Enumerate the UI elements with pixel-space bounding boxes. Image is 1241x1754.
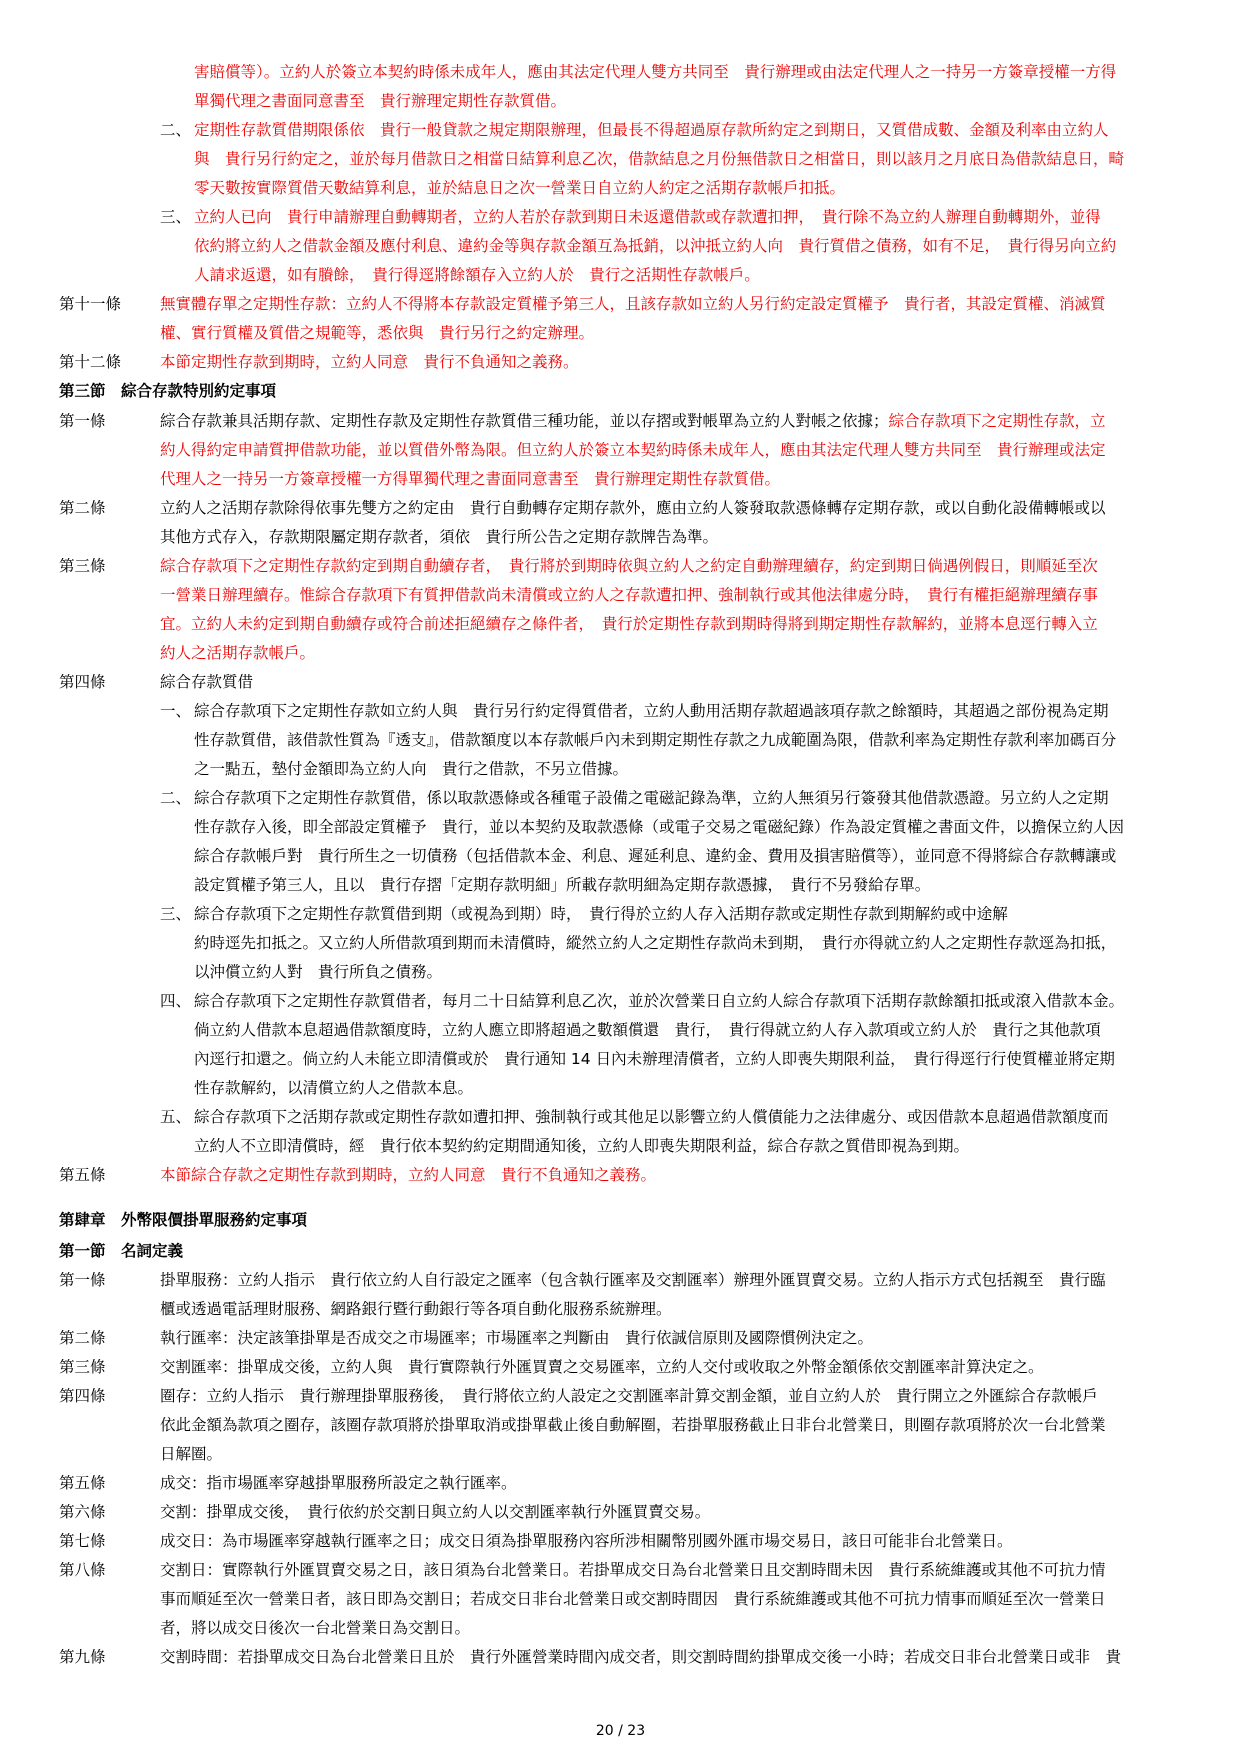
article-4-item-line: 性存款解約，以清償立約人之借款本息。 bbox=[194, 1079, 474, 1097]
definition-line: 交割日：實際執行外匯買賣交易之日，該日須為台北營業日。若掛單成交日為台北營業日且交割時間未因 貴行系統維護或其他不可抗力情 bbox=[160, 1561, 1106, 1579]
item2-line: 定期性存款質借期限係依 貴行一般貸款之規定期限辦理，但最長不得超過原存款所約定之到期日，又質借成數、金額及利率由立約人 bbox=[194, 121, 1109, 139]
article-4-item-line: 內逕行扣還之。倘立約人未能立即清償或於 貴行通知 14 日內未辦理清償者，立約人即喪失期限利益， 貴行得逕行行使質權並將定期 bbox=[194, 1050, 1115, 1068]
item2-line: 零天數按實際質借天數結算利息，並於結息日之次一營業日自立約人約定之活期存款帳戶扣抵。 bbox=[194, 179, 846, 197]
article-4-item-line: 之一點五，墊付金額即為立約人向 貴行之借款，不另立借據。 bbox=[194, 760, 629, 778]
article-label: 第二條 bbox=[59, 499, 106, 517]
article-12-text: 本節定期性存款到期時，立約人同意 貴行不負通知之義務。 bbox=[160, 353, 579, 371]
article-label: 第四條 bbox=[59, 673, 106, 691]
article-4-item-line: 綜合存款項下之定期性存款如立約人與 貴行另行約定得質借者，立約人動用活期存款超過該項存款之餘額時，其超過之部份視為定期 bbox=[194, 702, 1109, 720]
article-4-item-line: 性存款質借，該借款性質為『透支』，借款額度以本存款帳戶內未到期定期性存款之九成範圍為限，借款利率為定期性存款利率加碼百分 bbox=[194, 731, 1117, 749]
article-2-line: 其他方式存入，存款期限屬定期存款者，須依 貴行所公告之定期存款牌告為準。 bbox=[160, 528, 719, 546]
chapter-heading: 第肆章 外幣限價掛單服務約定事項 bbox=[59, 1211, 308, 1229]
article-4-item-line: 立約人不立即清償時，經 貴行依本契約約定期間通知後，立約人即喪失期限利益，綜合存款之質借即視為到期。 bbox=[194, 1137, 970, 1155]
list-number: 三、 bbox=[160, 208, 192, 226]
definition-line: 依此金額為款項之圈存，該圈存款項將於掛單取消或掛單截止後自動解圈，若掛單服務截止日非台北營業日，則圈存款項將於次一台北營業 bbox=[160, 1416, 1106, 1434]
list-number: 三、 bbox=[160, 905, 192, 923]
item3-line: 人請求返還，如有賸餘， 貴行得逕將餘額存入立約人於 貴行之活期性存款帳戶。 bbox=[194, 266, 760, 284]
article-label: 第二條 bbox=[59, 1329, 106, 1347]
article-3-line: 宜。立約人未約定到期自動續存或符合前述拒絕續存之條件者， 貴行於定期性存款到期時得將到期定期性存款解約，並將本息逕行轉入立 bbox=[160, 615, 1098, 633]
article-1-line bbox=[160, 410, 1106, 432]
list-number: 四、 bbox=[160, 992, 192, 1010]
article-4-item-line: 性存款存入後，即全部設定質權予 貴行，並以本契約及取款憑條（或電子交易之電磁紀錄）作為設定質權之書面文件，以擔保立約人因 bbox=[194, 818, 1125, 836]
article-label: 第七條 bbox=[59, 1532, 106, 1550]
definition-line: 櫃或透過電話理財服務、網路銀行暨行動銀行等各項自動化服務系統辦理。 bbox=[160, 1300, 672, 1318]
article-4-item-line: 綜合存款項下之定期性存款質借，係以取款憑條或各種電子設備之電磁記錄為準，立約人無須另行簽發其他借款憑證。另立約人之定期 bbox=[194, 789, 1109, 807]
article-label: 第一條 bbox=[59, 1271, 106, 1289]
article-label: 第九條 bbox=[59, 1648, 106, 1666]
article-4-item-line: 綜合存款項下之定期性存款質借到期（或視為到期）時， 貴行得於立約人存入活期存款或定期性存款到期解約或中途解 bbox=[194, 905, 1008, 923]
article-label: 第三條 bbox=[59, 557, 106, 575]
definition-line: 事而順延至次一營業日者，該日即為交割日；若成交日非台北營業日或交割時間因 貴行系統維護或其他不可抗力情事而順延至次一營業日 bbox=[160, 1590, 1106, 1608]
article-3-line: 約人之活期存款帳戶。 bbox=[160, 644, 316, 662]
definition-line: 日解圈。 bbox=[160, 1445, 223, 1463]
definition-line: 成交日：為市場匯率穿越執行匯率之日；成交日須為掛單服務內容所涉相關幣別國外匯市場交易日，該日可能非台北營業日。 bbox=[160, 1532, 1013, 1550]
article-label: 第五條 bbox=[59, 1474, 106, 1492]
definition-line: 交割匯率：掛單成交後，立約人與 貴行實際執行外匯買賣之交易匯率，立約人交付或收取之外幣金額係依交割匯率計算決定之。 bbox=[160, 1358, 1044, 1376]
item3-line: 依約將立約人之借款金額及應付利息、違約金等與存款金額互為抵銷，以沖抵立約人向 貴行質借之債務，如有不足， 貴行得另向立約 bbox=[194, 237, 1117, 255]
article-1-line: 代理人之一持另一方簽章授權一方得單獨代理之書面同意書至 貴行辦理定期性存款質借。 bbox=[160, 470, 781, 488]
list-number: 二、 bbox=[160, 789, 192, 807]
list-number: 五、 bbox=[160, 1108, 192, 1126]
list-number: 一、 bbox=[160, 702, 192, 720]
definition-line: 圈存：立約人指示 貴行辦理掛單服務後， 貴行將依立約人設定之交割匯率計算交割金額，並自立約人於 貴行開立之外匯綜合存款帳戶 bbox=[160, 1387, 1098, 1405]
article-label: 第十二條 bbox=[59, 353, 122, 371]
article-5-text: 本節綜合存款之定期性存款到期時，立約人同意 貴行不負通知之義務。 bbox=[160, 1166, 657, 1184]
item2-line: 與 貴行另行約定之，並於每月借款日之相當日結算利息乙次，借款結息之月份無借款日之相當日，則以該月之月底日為借款結息日，畸 bbox=[194, 150, 1125, 168]
definition-line: 掛單服務：立約人指示 貴行依立約人自行設定之匯率（包含執行匯率及交割匯率）辦理外匯買賣交易。立約人指示方式包括親至 貴行臨 bbox=[160, 1271, 1106, 1289]
article-label: 第六條 bbox=[59, 1503, 106, 1521]
list-number: 二、 bbox=[160, 121, 192, 139]
article-4-item-line: 以沖償立約人對 貴行所負之債務。 bbox=[194, 963, 443, 981]
definition-line: 交割：掛單成交後， 貴行依約於交割日與立約人以交割匯率執行外匯買賣交易。 bbox=[160, 1503, 711, 1521]
article-label: 第四條 bbox=[59, 1387, 106, 1405]
article-4-item-line: 綜合存款項下之活期存款或定期性存款如遭扣押、強制執行或其他足以影響立約人償債能力之法律處分、或因借款本息超過借款額度而 bbox=[194, 1108, 1109, 1126]
article-label: 第三條 bbox=[59, 1358, 106, 1376]
article-1-line: 約人得約定申請質押借款功能，並以質借外幣為限。但立約人於簽立本契約時係未成年人，應由其法定代理人雙方共同至 貴行辦理或法定 bbox=[160, 441, 1106, 459]
article-4-title: 綜合存款質借 bbox=[160, 673, 254, 691]
article-3-line: 一營業日辦理續存。惟綜合存款項下有質押借款尚未清償或立約人之存款遭扣押、強制執行或其他法律處分時， 貴行有權拒絕辦理續存事 bbox=[160, 586, 1098, 604]
section-heading: 第一節 名詞定義 bbox=[59, 1242, 184, 1260]
item-continuation-line: 害賠償等）。立約人於簽立本契約時係未成年人，應由其法定代理人雙方共同至 貴行辦理或由法定代理人之一持另一方簽章授權一方得 bbox=[194, 63, 1117, 81]
article-4-item-line: 倘立約人借款本息超過借款額度時，立約人應立即將超過之數額償還 貴行， 貴行得就立約人存入款項或立約人於 貴行之其他款項 bbox=[194, 1021, 1101, 1039]
article-4-item-line: 綜合存款項下之定期性存款質借者，每月二十日結算利息乙次，並於次營業日自立約人綜合存款項下活期存款餘額扣抵或滾入借款本金。 bbox=[194, 992, 1125, 1010]
article-label: 第一條 bbox=[59, 412, 106, 430]
article-4-item-line: 約時逕先扣抵之。又立約人所借款項到期而未清償時，縱然立約人之定期性存款尚未到期， 貴行亦得就立約人之定期性存款逕為扣抵， bbox=[194, 934, 1117, 952]
article-label: 第五條 bbox=[59, 1166, 106, 1184]
item-continuation-line: 單獨代理之書面同意書至 貴行辦理定期性存款質借。 bbox=[194, 92, 567, 110]
article-11-line: 權、實行質權及質借之規範等，悉依與 貴行另行之約定辦理。 bbox=[160, 324, 595, 342]
definition-line: 成交：指市場匯率穿越掛單服務所設定之執行匯率。 bbox=[160, 1474, 517, 1492]
definition-line: 執行匯率：決定該筆掛單是否成交之市場匯率；市場匯率之判斷由 貴行依誠信原則及國際慣例決定之。 bbox=[160, 1329, 874, 1347]
definition-line: 交割時間：若掛單成交日為台北營業日且於 貴行外匯營業時間內成交者，則交割時間約掛單成交後一小時；若成交日非台北營業日或非 貴 bbox=[160, 1648, 1122, 1666]
page-number: 20 / 23 bbox=[595, 1723, 646, 1739]
article-1-black-text: 綜合存款兼具活期存款、定期性存款及定期性存款質借三種功能，並以存摺或對帳單為立約人對帳之依據； bbox=[160, 412, 889, 430]
article-1-red-text: 綜合存款項下之定期性存款，立 bbox=[888, 412, 1106, 430]
item3-line: 立約人已向 貴行申請辦理自動轉期者，立約人若於存款到期日未返還借款或存款遭扣押， 貴行除不為立約人辦理自動轉期外，並得 bbox=[194, 208, 1101, 226]
definition-line: 者，將以成交日後次一台北營業日為交割日。 bbox=[160, 1619, 471, 1637]
article-label: 第八條 bbox=[59, 1561, 106, 1579]
article-4-item-line: 設定質權予第三人，且以 貴行存摺「定期存款明細」所載存款明細為定期存款憑據， 貴行不另發給存單。 bbox=[194, 876, 931, 894]
article-2-line: 立約人之活期存款除得依事先雙方之約定由 貴行自動轉存定期存款外，應由立約人簽發取款憑條轉存定期存款，或以自動化設備轉帳或以 bbox=[160, 499, 1106, 517]
section-heading: 第三節 綜合存款特別約定事項 bbox=[59, 382, 277, 400]
article-label: 第十一條 bbox=[59, 295, 122, 313]
article-3-line: 綜合存款項下之定期性存款約定到期自動續存者， 貴行將於到期時依與立約人之約定自動辦理續存，約定到期日倘遇例假日，則順延至次 bbox=[160, 557, 1098, 575]
article-4-item-line: 綜合存款帳戶對 貴行所生之一切債務（包括借款本金、利息、遲延利息、違約金、費用及損害賠償等），並同意不得將綜合存款轉讓或 bbox=[194, 847, 1117, 865]
article-11-line: 無實體存單之定期性存款：立約人不得將本存款設定質權予第三人，且該存款如立約人另行約定設定質權予 貴行者，其設定質權、消滅質 bbox=[160, 295, 1106, 313]
